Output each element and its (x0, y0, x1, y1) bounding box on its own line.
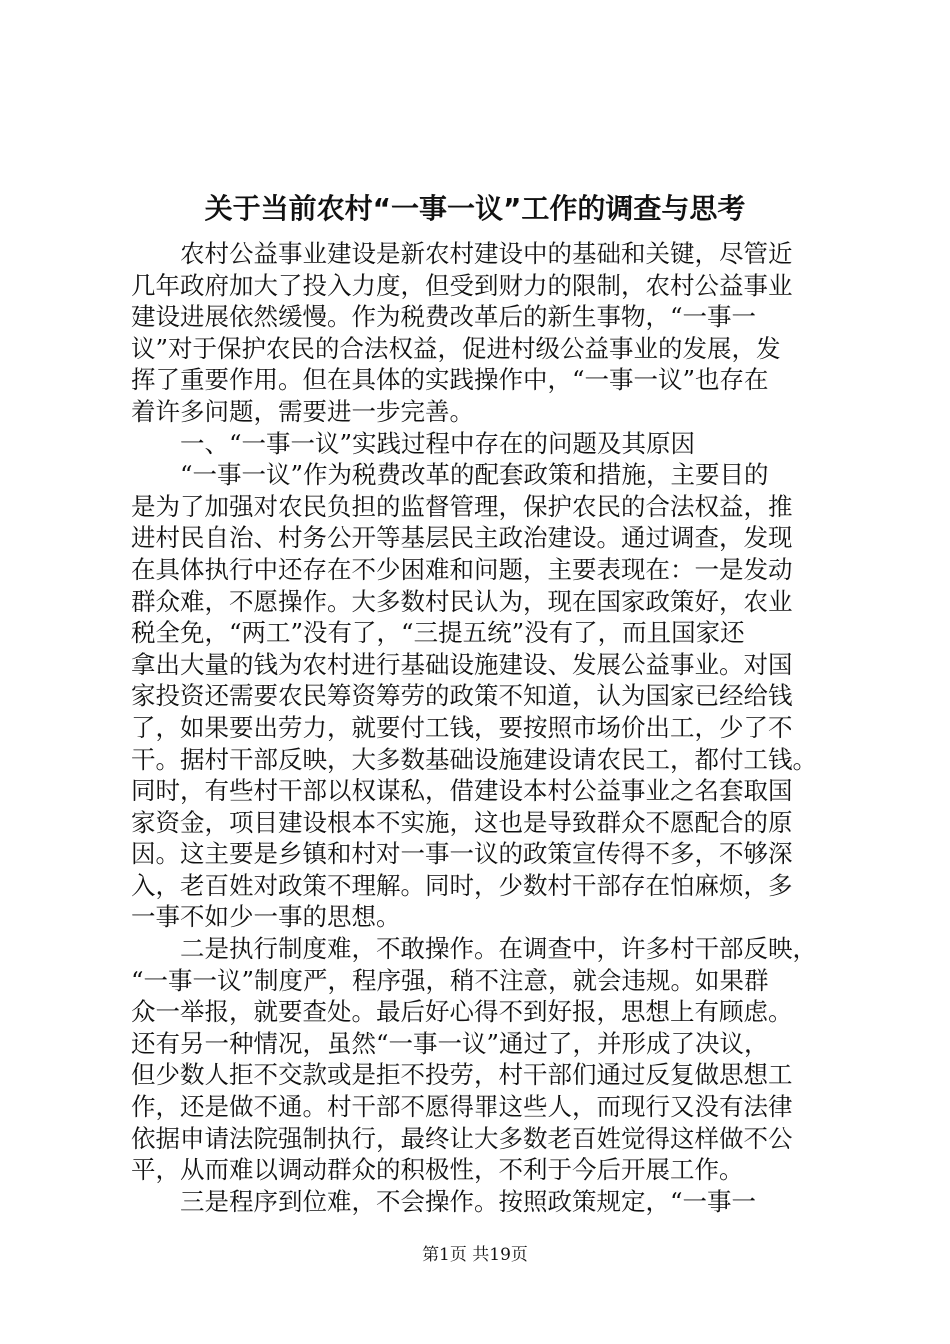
text-line: 是为了加强对农民负担的监督管理，保护农民的合法权益，推 (131, 491, 793, 521)
text-line: 拿出大量的钱为农村进行基础设施建设、发展公益事业。对国 (131, 649, 793, 679)
text-line: 二是执行制度难，不敢操作。在调查中，许多村干部反映， (131, 934, 817, 964)
text-line: 还有另一种情况，虽然“一事一议”通过了，并形成了决议， (131, 1028, 769, 1058)
text-line: 一、“一事一议”实践过程中存在的问题及其原因 (131, 428, 696, 458)
text-line: 家资金，项目建设根本不实施，这也是导致群众不愿配合的原 (131, 807, 793, 837)
text-line: 干。据村干部反映，大多数基础设施建设请农民工，都付工钱。 (131, 744, 817, 774)
text-line: 作，还是做不通。村干部不愿得罪这些人，而现行又没有法律 (131, 1092, 793, 1122)
document-body (131, 238, 828, 1217)
document-title: 关于当前农村“一事一议”工作的调查与思考 (204, 192, 746, 225)
text-line: “一事一议”制度严，程序强，稍不注意，就会违规。如果群 (131, 965, 769, 995)
text-line: 进村民自治、村务公开等基层民主政治建设。通过调查，发现 (131, 523, 793, 553)
text-line: 但少数人拒不交款或是拒不投劳，村干部们通过反复做思想工 (131, 1060, 793, 1090)
text-line: 一事不如少一事的思想。 (131, 902, 401, 932)
text-line: 农村公益事业建设是新农村建设中的基础和关键，尽管近 (131, 239, 793, 268)
text-line: “一事一议”作为税费改革的配套政策和措施，主要目的 (131, 460, 769, 490)
text-line: 几年政府加大了投入力度，但受到财力的限制，农村公益事业 (131, 270, 793, 300)
page-footer: 第1页 共19页 (422, 1245, 528, 1265)
text-line: 了，如果要出劳力，就要付工钱，要按照市场价出工，少了不 (131, 712, 793, 742)
text-line: 依据申请法院强制执行，最终让大多数老百姓觉得这样做不公 (131, 1123, 793, 1153)
text-line: 因。这主要是乡镇和村对一事一议的政策宣传得不多，不够深 (131, 839, 793, 869)
text-line: 税全免，“两工”没有了，“三提五统”没有了，而且国家还 (131, 618, 745, 648)
text-line: 同时，有些村干部以权谋私，借建设本村公益事业之名套取国 (131, 776, 793, 806)
text-line: 入，老百姓对政策不理解。同时，少数村干部存在怕麻烦，多 (131, 870, 793, 900)
text-line: 着许多问题，需要进一步完善。 (131, 396, 474, 426)
text-line: 平，从而难以调动群众的积极性，不利于今后开展工作。 (131, 1155, 744, 1185)
text-line: 挥了重要作用。但在具体的实践操作中，“一事一议”也存在 (131, 365, 769, 395)
text-line: 在具体执行中还存在不少困难和问题，主要表现在：一是发动 (131, 554, 793, 584)
text-line: 家投资还需要农民筹资筹劳的政策不知道，认为国家已经给钱 (131, 681, 793, 711)
text-line: 群众难，不愿操作。大多数村民认为，现在国家政策好，农业 (131, 586, 793, 616)
text-line: 议”对于保护农民的合法权益，促进村级公益事业的发展，发 (131, 333, 781, 363)
text-line: 建设进展依然缓慢。作为税费改革后的新生事物，“一事一 (131, 302, 757, 332)
text-line: 三是程序到位难，不会操作。按照政策规定，“一事一 (131, 1186, 757, 1216)
text-line: 众一举报，就要查处。最后好心得不到好报，思想上有顾虑。 (131, 997, 793, 1027)
